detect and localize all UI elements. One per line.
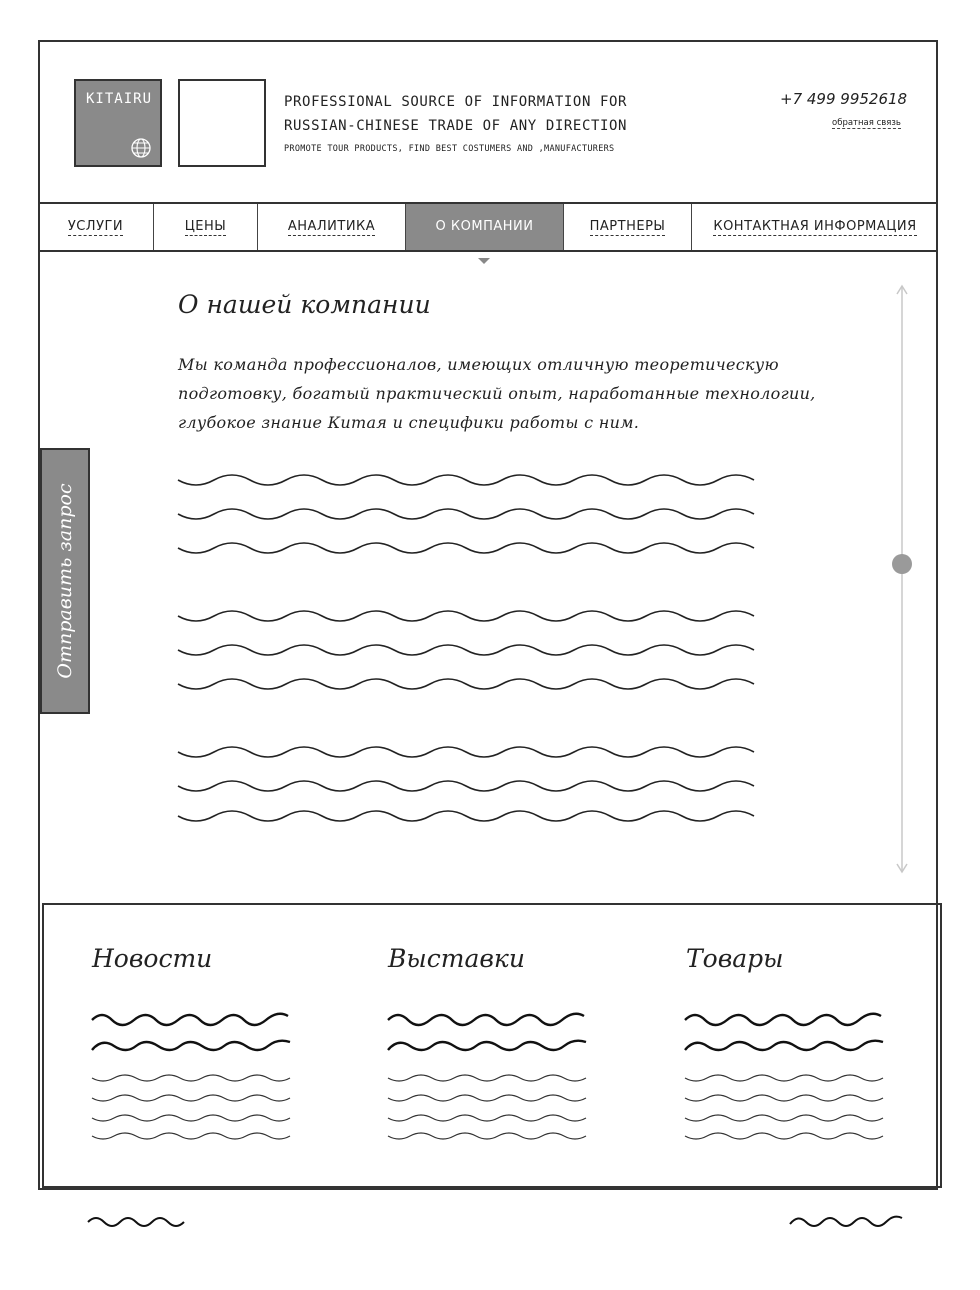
tagline <box>284 90 664 138</box>
logo-text: KITAIRU <box>86 91 153 107</box>
main-nav <box>38 202 938 252</box>
scrollbar-thumb <box>892 554 912 574</box>
phone-number: +7 499 9952618 <box>780 90 908 108</box>
nav-item-label: УСЛУГИ <box>67 218 124 234</box>
send-request-label: Отправить запрос <box>54 483 76 679</box>
nav-item-services[interactable] <box>38 204 154 250</box>
nav-item-label: ПАРТНЕРЫ <box>589 218 666 234</box>
globe-icon <box>130 137 152 159</box>
exhibitions-heading[interactable]: Выставки <box>388 944 525 973</box>
logo[interactable] <box>74 79 162 167</box>
nav-item-label: О КОМПАНИИ <box>435 219 534 234</box>
news-heading[interactable]: Новости <box>92 944 213 973</box>
footer-left-placeholder <box>86 1208 196 1232</box>
exhibitions-placeholder-lines <box>386 1004 596 1144</box>
footer-right-placeholder <box>788 1208 908 1232</box>
tagline-line-2: RUSSIAN-CHINESE TRADE OF ANY DIRECTION <box>284 118 628 134</box>
goods-heading[interactable]: Товары <box>686 944 784 973</box>
nav-item-contacts[interactable] <box>692 204 938 250</box>
image-placeholder <box>178 79 266 167</box>
news-placeholder-lines <box>90 1004 300 1144</box>
goods-placeholder-lines <box>683 1004 893 1144</box>
about-text: Мы команда профессионалов, имеющих отличную теоретическую подготовку, богатый практический опыт, наработанные технологии, глубокое знание Китая и специфики работы с ним. <box>178 355 816 432</box>
nav-item-about[interactable] <box>406 204 564 250</box>
send-request-tab[interactable] <box>40 448 90 714</box>
nav-item-label: АНАЛИТИКА <box>287 218 376 234</box>
tagline-line-1: PROFESSIONAL SOURCE OF INFORMATION FOR <box>284 94 628 110</box>
feedback-link[interactable]: обратная связь <box>832 118 901 128</box>
subtagline: PROMOTE TOUR PRODUCTS, FIND BEST COSTUMERS AND ,MANUFACTURERS <box>284 144 615 154</box>
placeholder-text-lines <box>176 464 776 834</box>
active-indicator-arrow <box>478 258 490 264</box>
nav-item-analytics[interactable] <box>258 204 406 250</box>
nav-item-label: ЦЕНЫ <box>184 218 227 234</box>
page-title: О нашей компании <box>178 290 431 319</box>
scrollbar[interactable] <box>890 282 914 876</box>
nav-item-label: КОНТАКТНАЯ ИНФОРМАЦИЯ <box>713 218 917 234</box>
nav-item-partners[interactable] <box>564 204 692 250</box>
nav-item-prices[interactable] <box>154 204 258 250</box>
